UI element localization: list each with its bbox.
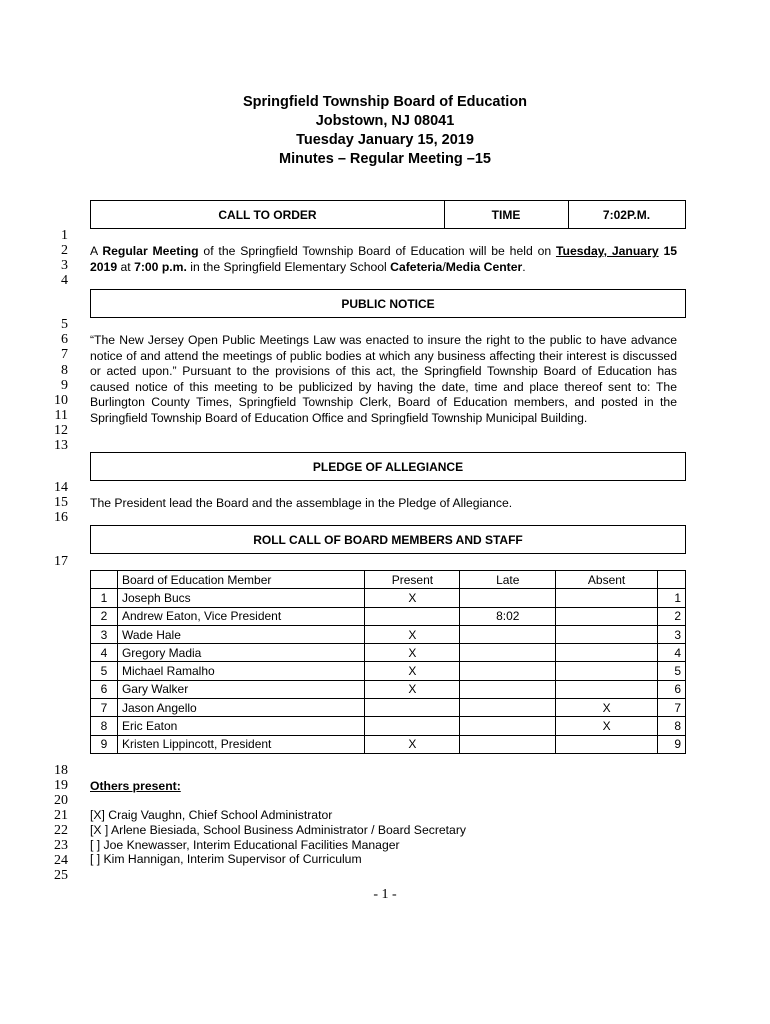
public-notice-text: “The New Jersey Open Public Meetings Law was enacted to insure the right to the public to have advance notice of and attend the meetings of public bodies at which any business affecting their interest is discussed or acted upon.” Pursuant to the provisions of this act, the Springfield Township Board of Education has caused notice of this meeting to be publicized by having the date, time and place thereof sent to: The Burlington County Times, Springfield Township Clerk, Board of Education members, and posted in the Springfield Township Board of Education Office and Springfield Township Municipal Building. — [90, 333, 677, 425]
others-heading: Others present: — [90, 779, 181, 793]
list-item: [X ] Arlene Biesiada, School Business Administrator / Board Secretary — [90, 822, 466, 837]
header-absent: Absent — [556, 571, 658, 589]
header-present: Present — [365, 571, 460, 589]
others-list — [90, 808, 466, 867]
line-number: 19 — [54, 778, 68, 793]
pledge-text: The President lead the Board and the assemblage in the Pledge of Allegiance. — [90, 496, 513, 510]
line-number: 8 — [61, 363, 68, 378]
table-row: 6 Gary Walker X 6 — [91, 680, 686, 698]
line-number: 4 — [61, 273, 68, 288]
call-to-order-label: CALL TO ORDER — [91, 201, 445, 228]
table-row: 8 Eric Eaton X 8 — [91, 717, 686, 735]
time-value: 7:02P.M. — [602, 207, 651, 222]
call-to-order-box — [90, 200, 686, 229]
header-line-1: Springfield Township Board of Education — [242, 94, 528, 110]
page-number: - 1 - — [373, 887, 397, 902]
line-number: 9 — [61, 378, 68, 393]
header-member: Board of Education Member — [117, 571, 365, 589]
line-number: 17 — [54, 554, 68, 569]
list-item: [X] Craig Vaughn, Chief School Administrator — [90, 808, 333, 822]
list-item: [ ] Joe Knewasser, Interim Educational Facilities Manager — [90, 837, 400, 852]
table-row: 5 Michael Ramalho X 5 — [91, 662, 686, 680]
header-line-3: Tuesday January 15, 2019 — [296, 132, 474, 148]
line-number: 25 — [54, 868, 68, 883]
line-number: 6 — [61, 332, 68, 347]
pledge-label: PLEDGE OF ALLEGIANCE — [312, 459, 464, 474]
line-number: 5 — [61, 317, 68, 332]
line-number: 1 — [61, 228, 68, 243]
line-number: 13 — [54, 438, 68, 453]
table-row: 7 Jason Angello X 7 — [91, 699, 686, 717]
line-number: 18 — [54, 763, 68, 778]
line-number: 20 — [54, 793, 68, 808]
roll-call-table — [90, 570, 686, 754]
table-header-row — [91, 571, 686, 589]
line-number: 21 — [54, 808, 68, 823]
roll-call-box — [90, 525, 686, 554]
line-number: 10 — [54, 393, 68, 408]
line-number: 16 — [54, 510, 68, 525]
table-row: 4 Gregory Madia X 4 — [91, 644, 686, 662]
header-late: Late — [460, 571, 556, 589]
line-number: 23 — [54, 838, 68, 853]
time-label: TIME — [444, 201, 569, 228]
table-row: 9 Kristen Lippincott, President X 9 — [91, 735, 686, 753]
header-line-2: Jobstown, NJ 08041 — [315, 113, 455, 129]
intro-paragraph: A Regular Meeting of the Springfield Township Board of Education will be held on Tuesday, January 15 2019 at 7:00 p.m. in the Springfield Elementary School Cafeteria/Media Center. — [90, 244, 678, 274]
line-number: 2 — [61, 243, 68, 258]
line-number: 24 — [54, 853, 68, 868]
list-item: [ ] Kim Hannigan, Interim Supervisor of Curriculum — [90, 852, 362, 867]
line-number: 11 — [54, 408, 68, 423]
line-number: 12 — [54, 423, 68, 438]
line-number: 3 — [61, 258, 68, 273]
table-row: 3 Wade Hale X 3 — [91, 625, 686, 643]
line-number: 15 — [54, 495, 68, 510]
public-notice-label: PUBLIC NOTICE — [341, 296, 435, 311]
header-line-4: Minutes – Regular Meeting –15 — [279, 151, 491, 167]
public-notice-box — [90, 289, 686, 318]
roll-call-label: ROLL CALL OF BOARD MEMBERS AND STAFF — [253, 532, 523, 547]
line-number: 22 — [54, 823, 68, 838]
table-row: 1 Joseph Bucs X 1 — [91, 589, 686, 607]
line-number: 14 — [54, 480, 68, 495]
pledge-box — [90, 452, 686, 481]
table-row: 2 Andrew Eaton, Vice President 8:02 2 — [91, 607, 686, 625]
line-number: 7 — [61, 347, 68, 362]
document-header — [0, 93, 770, 169]
